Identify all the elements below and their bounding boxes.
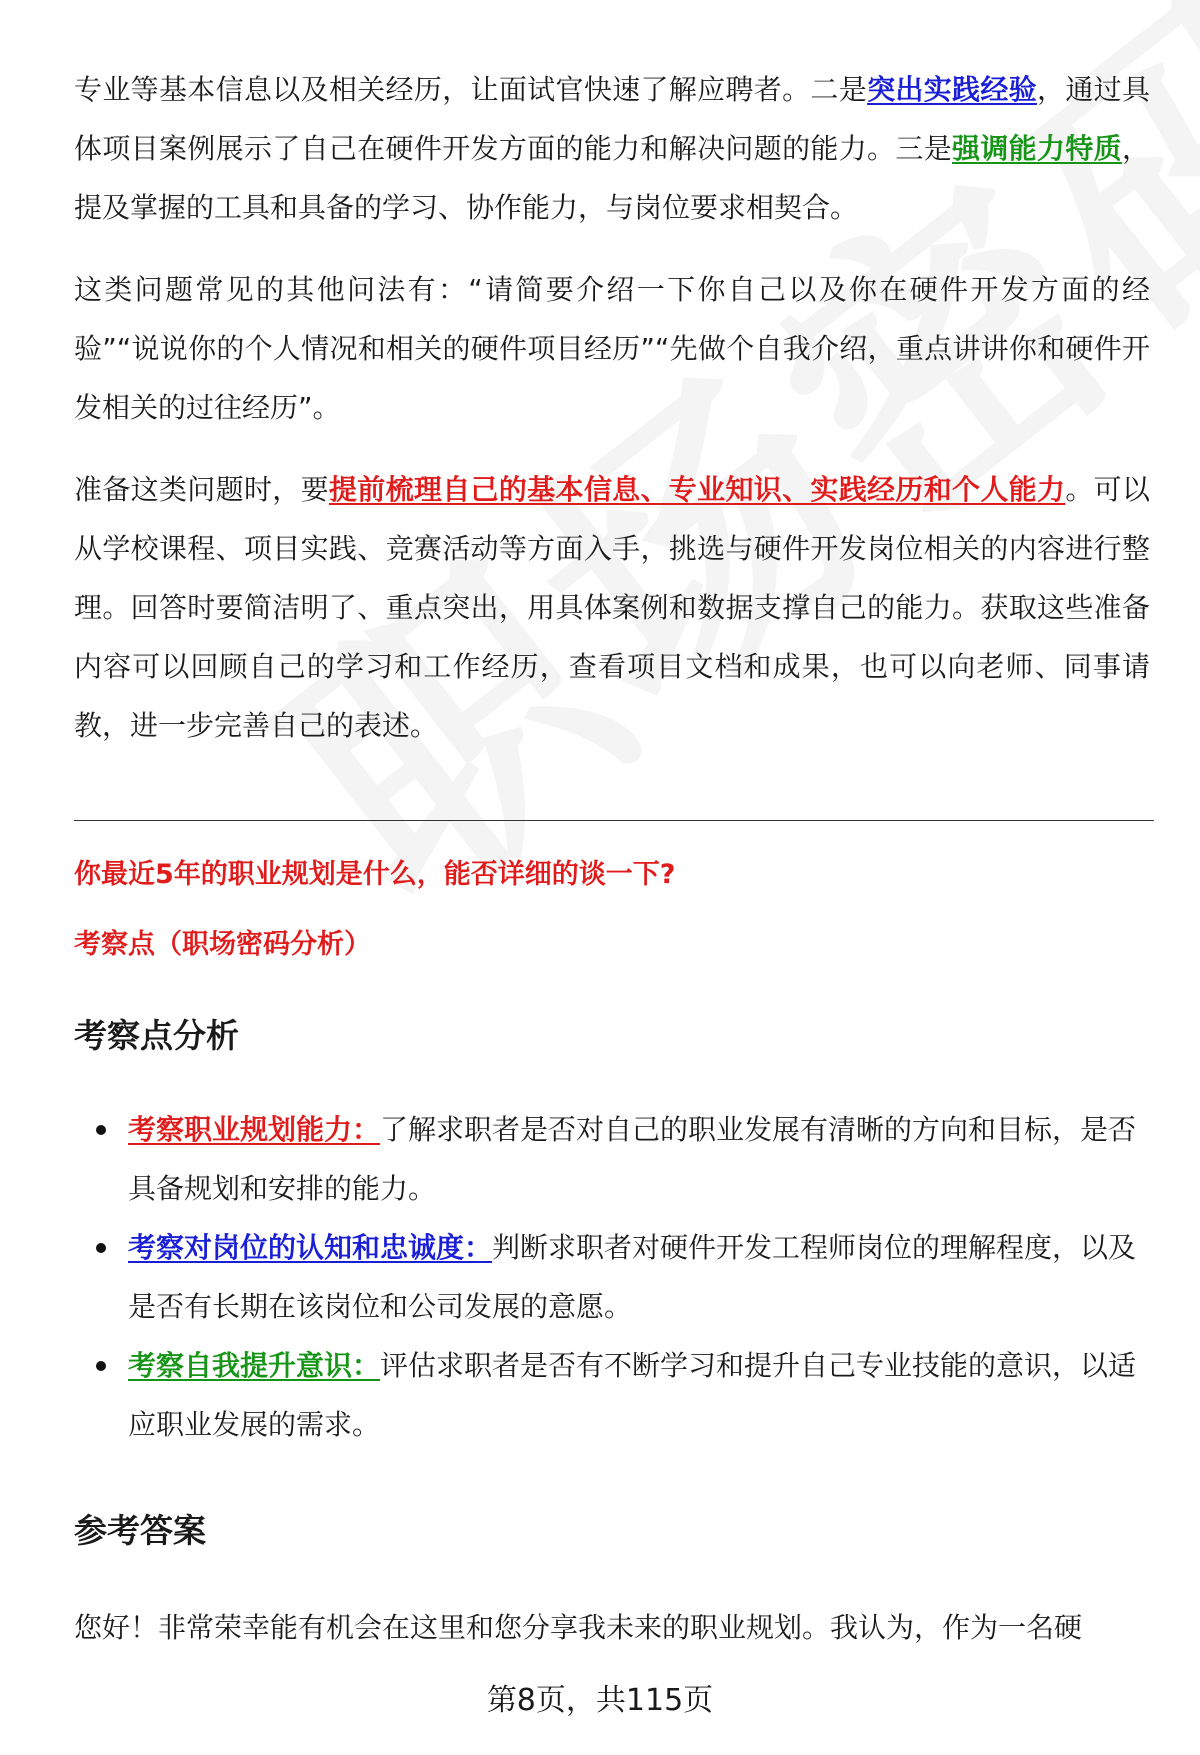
page-footer: 第8页，共115页 — [486, 1683, 714, 1718]
list-item — [74, 1218, 1154, 1336]
highlight-ability: 强调能力特质 — [952, 132, 1122, 165]
point-text: 评估求职者是否有不断学习和提升自己专业技能的意识，以适应职业发展的需求。 — [128, 1349, 1137, 1441]
paragraph-2: 这类问题常见的其他问法有：“请简要介绍一下你自己以及你在硬件开发方面的经验”“说说你的个人情况和相关的硬件项目经历”“先做个自我介绍，重点讲讲你和硬件开发相关的过往经历”。 — [74, 273, 1150, 424]
paragraph-3 — [74, 460, 1150, 755]
analysis-points-list — [74, 1100, 1154, 1454]
point-label: 考察对岗位的认知和忠诚度： — [128, 1231, 493, 1264]
point-text: 判断求职者对硬件开发工程师岗位的理解程度，以及是否有长期在该岗位和公司发展的意愿。 — [128, 1231, 1137, 1323]
p3-text-1: 准备这类问题时，要 — [74, 473, 329, 506]
highlight-practice: 突出实践经验 — [867, 73, 1038, 106]
bullet-icon — [96, 1361, 106, 1371]
highlight-prepare: 提前梳理自己的基本信息、专业知识、实践经历和个人能力 — [328, 473, 1066, 506]
point-text: 了解求职者是否对自己的职业发展有清晰的方向和目标，是否具备规划和安排的能力。 — [128, 1113, 1137, 1205]
question-title: 你最近5年的职业规划是什么，能否详细的谈一下? — [74, 859, 676, 890]
p1-text-3: ，提及掌握的工具和具备的学习、协作能力，与岗位要求相契合。 — [74, 132, 1150, 224]
point-label: 考察职业规划能力： — [128, 1113, 381, 1146]
answer-heading: 参考答案 — [74, 1511, 206, 1550]
answer-text: 您好！非常荣幸能有机会在这里和您分享我未来的职业规划。我认为，作为一名硬 — [74, 1611, 1083, 1644]
inspection-label: 考察点（职场密码分析） — [74, 929, 371, 960]
bullet-icon — [96, 1125, 106, 1135]
p3-text-2: 。可以从学校课程、项目实践、竞赛活动等方面入手，挑选与硬件开发岗位相关的内容进行整理。回答时要简洁明了、重点突出，用具体案例和数据支撑自己的能力。获取这些准备内容可以回顾自己的学习和工作经历，查看项目文档和成果，也可以向老师、同事请教，进一步完善自己的表述。 — [74, 473, 1150, 742]
paragraph-1 — [74, 60, 1150, 237]
content-body — [74, 60, 1150, 755]
p1-text-1: 专业等基本信息以及相关经历，让面试官快速了解应聘者。二是 — [74, 73, 868, 106]
bullet-icon — [96, 1243, 106, 1253]
section-divider — [74, 820, 1154, 821]
point-label: 考察自我提升意识： — [128, 1349, 381, 1382]
analysis-heading: 考察点分析 — [74, 1016, 239, 1055]
list-item — [74, 1100, 1154, 1218]
p1-text-2: ，通过具体项目案例展示了自己在硬件开发方面的能力和解决问题的能力。三是 — [74, 73, 1150, 165]
list-item — [74, 1336, 1154, 1454]
